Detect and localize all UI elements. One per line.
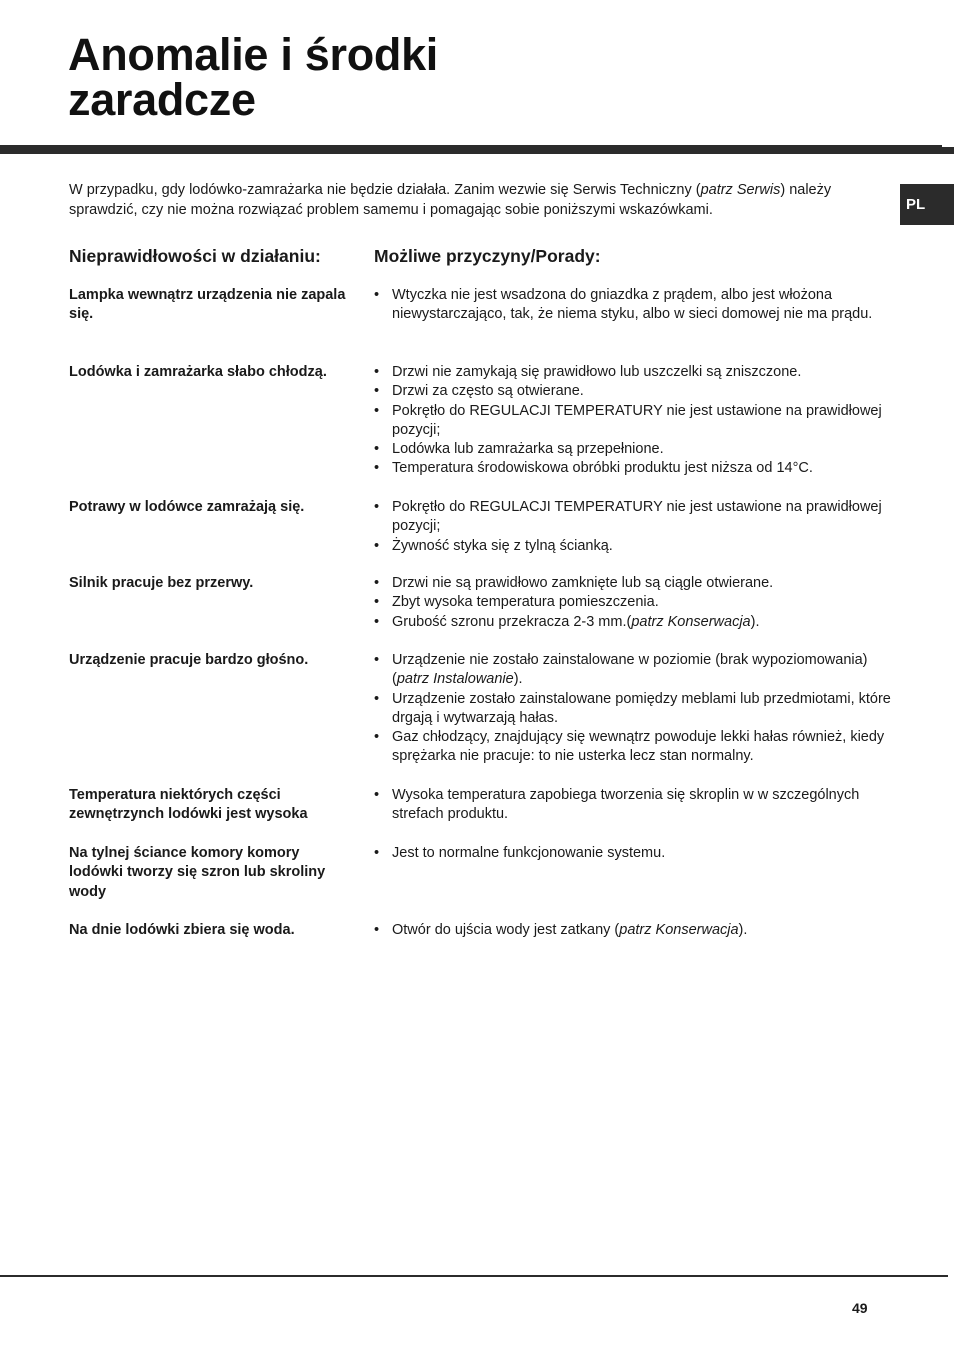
bullet-icon: • — [374, 613, 380, 630]
cause-list — [374, 286, 904, 325]
cause-item — [374, 613, 904, 632]
cause-item — [374, 786, 904, 825]
language-tab-label: PL — [906, 196, 926, 213]
intro-reference: patrz Serwis — [700, 182, 781, 198]
cause-text-end: ). — [513, 671, 523, 688]
cause-text: Grubość szronu przekracza 2-3 mm.( — [392, 613, 632, 630]
cause-item — [374, 363, 904, 382]
header-rule-tick — [942, 145, 954, 147]
bullet-icon: • — [374, 441, 380, 458]
bullet-icon: • — [374, 383, 380, 400]
bullet-icon: • — [374, 460, 380, 477]
cause-reference: patrz Konserwacja — [631, 613, 751, 630]
cause-item — [374, 286, 904, 325]
bullet-icon: • — [374, 652, 380, 668]
cause-text: Drzwi za często są otwierane. — [392, 383, 584, 400]
problems-column-header: Nieprawidłowości w działaniu: — [69, 246, 321, 266]
cause-item — [374, 574, 904, 593]
page-number: 49 — [852, 1300, 868, 1316]
cause-item — [374, 459, 904, 478]
bullet-icon: • — [374, 690, 380, 707]
cause-text: Temperatura środowiskowa obróbki produktu jest niższa od 14°C. — [392, 460, 813, 477]
cause-item — [374, 651, 904, 690]
bullet-icon: • — [374, 402, 380, 419]
cause-list — [374, 498, 904, 556]
problem-label: Na dnie lodówki zbiera się woda. — [69, 922, 295, 938]
intro-text-2: ) należy sprawdzić, czy nie można rozwiązać problem samemu i pomagając sobie poniższymi wskazówkami. — [69, 182, 832, 218]
bullet-icon: • — [374, 922, 380, 938]
cause-item — [374, 382, 904, 401]
cause-item — [374, 537, 904, 556]
cause-text: Wysoka temperatura zapobiega tworzenia się skroplin w w szczególnych strefach produktu. — [392, 787, 860, 823]
cause-item — [374, 593, 904, 612]
cause-item — [374, 690, 904, 729]
bullet-icon: • — [374, 787, 380, 803]
cause-item — [374, 402, 904, 441]
cause-list — [374, 921, 904, 940]
cause-item — [374, 844, 904, 863]
page-title-line-2: zaradcze — [68, 74, 256, 125]
page-title-line-1: Anomalie i środki — [68, 29, 438, 80]
cause-text: Żywność styka się z tylną ścianką. — [392, 537, 613, 554]
cause-item — [374, 728, 904, 767]
bullet-icon: • — [374, 364, 380, 380]
bullet-icon: • — [374, 537, 380, 554]
footer-rule — [0, 1275, 954, 1277]
causes-column-header: Możliwe przyczyny/Porady: — [374, 246, 601, 266]
bullet-icon: • — [374, 499, 380, 515]
cause-text: Pokrętło do REGULACJI TEMPERATURY nie jest ustawione na prawidłowej pozycji; — [392, 402, 882, 438]
cause-text: Urządzenie zostało zainstalowane pomiędzy meblami lub przedmiotami, które drgają i wytwarzają hałas. — [392, 690, 891, 726]
cause-text: Jest to normalne funkcjonowanie systemu. — [392, 845, 666, 861]
cause-text: Urządzenie nie zostało zainstalowane w poziomie (brak wypoziomowania) ( — [392, 652, 868, 688]
cause-item — [374, 440, 904, 459]
header-rule — [0, 145, 954, 154]
language-tab — [900, 184, 954, 225]
bullet-icon: • — [374, 845, 380, 861]
cause-text: Pokrętło do REGULACJI TEMPERATURY nie jest ustawione na prawidłowej pozycji; — [392, 499, 882, 535]
problem-label: Na tylnej ściance komory komory lodówki tworzy się szron lub skroliny wody — [69, 845, 326, 900]
cause-text: Lodówka lub zamrażarka są przepełnione. — [392, 441, 664, 458]
cause-text: Drzwi nie zamykają się prawidłowo lub uszczelki są zniszczone. — [392, 364, 802, 380]
cause-text: Wtyczka nie jest wsadzona do gniazdka z prądem, albo jest włożona niewystarczająco, tak, że niema styku, albo w sieci domowej nie ma prądu. — [392, 287, 873, 323]
page-title — [68, 29, 668, 125]
cause-reference: patrz Konserwacja — [619, 922, 739, 938]
bullet-icon: • — [374, 729, 380, 746]
bullet-icon: • — [374, 287, 380, 303]
cause-text-end: ). — [750, 613, 760, 630]
problem-label: Lampka wewnątrz urządzenia nie zapala się. — [69, 287, 346, 323]
intro-text-1: W przypadku, gdy lodówko-zamrażarka nie będzie działała. Zanim wezwie się Serwis Techniczny ( — [69, 182, 701, 198]
cause-item — [374, 498, 904, 537]
cause-text: Otwór do ujścia wody jest zatkany ( — [392, 922, 620, 938]
problem-label: Lodówka i zamrażarka słabo chłodzą. — [69, 364, 327, 380]
cause-text: Zbyt wysoka temperatura pomieszczenia. — [392, 594, 659, 611]
problem-label: Urządzenie pracuje bardzo głośno. — [69, 652, 309, 668]
bullet-icon: • — [374, 594, 380, 611]
cause-list — [374, 363, 904, 479]
cause-text: Drzwi nie są prawidłowo zamknięte lub są ciągle otwierane. — [392, 575, 774, 591]
intro-paragraph — [69, 180, 899, 220]
cause-list — [374, 844, 904, 863]
cause-list — [374, 651, 904, 767]
problem-label: Potrawy w lodówce zamrażają się. — [69, 499, 305, 515]
problem-label: Temperatura niektórych części zewnętrzynch lodówki jest wysoka — [69, 787, 308, 823]
cause-text-end: ). — [738, 922, 748, 938]
footer-rule-tick — [948, 1275, 954, 1277]
cause-list — [374, 574, 904, 632]
cause-list — [374, 786, 904, 825]
cause-text: Gaz chłodzący, znajdujący się wewnątrz powoduje lekki hałas również, kiedy sprężarka nie pracuje: to nie usterka lecz stan normalny. — [392, 729, 885, 765]
problem-label: Silnik pracuje bez przerwy. — [69, 575, 254, 591]
cause-item — [374, 921, 904, 940]
bullet-icon: • — [374, 575, 380, 591]
cause-reference: patrz Instalowanie — [396, 671, 514, 688]
